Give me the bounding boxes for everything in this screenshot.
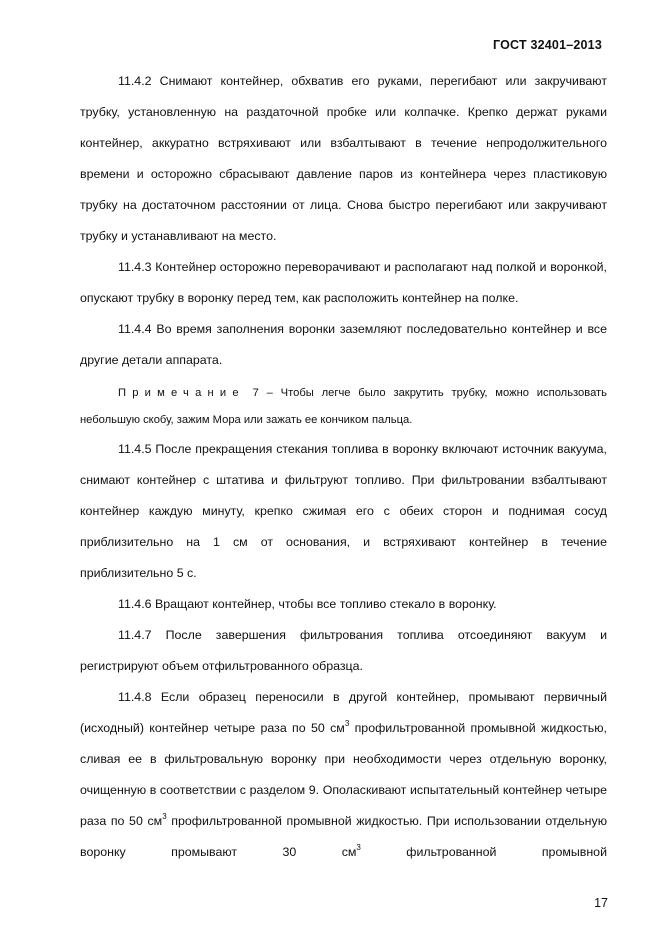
page-number: 17: [594, 896, 608, 910]
paragraph-11-4-8-part-a: 11.4.8 Если образец переносили в другой контейнер, промывают первичный (исходный) контейнер четыре раза по 50 см: [80, 690, 607, 735]
paragraph-11-4-7: 11.4.7 После завершения фильтрования топлива отсоединяют вакуум и регистрируют объем отфильтрованного образца.: [80, 628, 607, 673]
note-text: 7 – Чтобы легче было закрутить трубку, можно использовать небольшую скобу, зажим Мора или зажать ее кончиком пальца.: [80, 387, 607, 426]
document-body: [80, 66, 607, 868]
paragraph-11-4-4: 11.4.4 Во время заполнения воронки заземляют последовательно контейнер и все другие детали аппарата.: [80, 322, 607, 367]
note-label: Примечание: [118, 387, 245, 399]
superscript-3: 3: [356, 843, 361, 852]
paragraph-11-4-8-part-b: профильтрованной промывной жидкостью, сливая ее в фильтровальную воронку при необходимости через отдельную воронку, очищенную в соответствии с разделом 9. Ополаскивают испытательный контейнер четыре раза по 50 см: [80, 721, 607, 828]
paragraph-11-4-8-part-c: профильтрованной промывной жидкостью. При использовании отдельную воронку промывают 30 см: [80, 814, 607, 859]
paragraph-11-4-8: [80, 682, 607, 868]
paragraph-11-4-5: 11.4.5 После прекращения стекания топлива в воронку включают источник вакуума, снимают контейнер с штатива и фильтруют топливо. При фильтровании взбалтывают контейнер каждую минуту, крепко сжимая его с обеих сторон и поднимая сосуд приблизительно на 1 см от основания, и встряхивают контейнер в течение приблизительно 5 с.: [80, 442, 607, 580]
document-standard-header: ГОСТ 32401–2013: [493, 38, 602, 52]
paragraph-11-4-3: 11.4.3 Контейнер осторожно переворачивают и располагают над полкой и воронкой, опускают трубку в воронку перед тем, как расположить контейнер на полке.: [80, 260, 607, 305]
paragraph-11-4-8-part-d: фильтрованной промывной: [360, 845, 607, 859]
superscript-3: 3: [344, 719, 350, 728]
superscript-3: 3: [162, 812, 167, 821]
paragraph-11-4-2: 11.4.2 Снимают контейнер, обхватив его руками, перегибают или закручивают трубку, установленную на раздаточной пробке или колпачке. Крепко держат руками контейнер, аккуратно встряхивают или взбалтывают в течение непродолжительного времени и осторожно сбрасывают давление паров из контейнера через пластиковую трубку на достаточном расстоянии от лица. Снова быстро перегибают или закручивают трубку и устанавливают на место.: [80, 74, 607, 243]
paragraph-11-4-6: 11.4.6 Вращают контейнер, чтобы все топливо стекало в воронку.: [118, 597, 497, 611]
note-7: [80, 380, 607, 434]
